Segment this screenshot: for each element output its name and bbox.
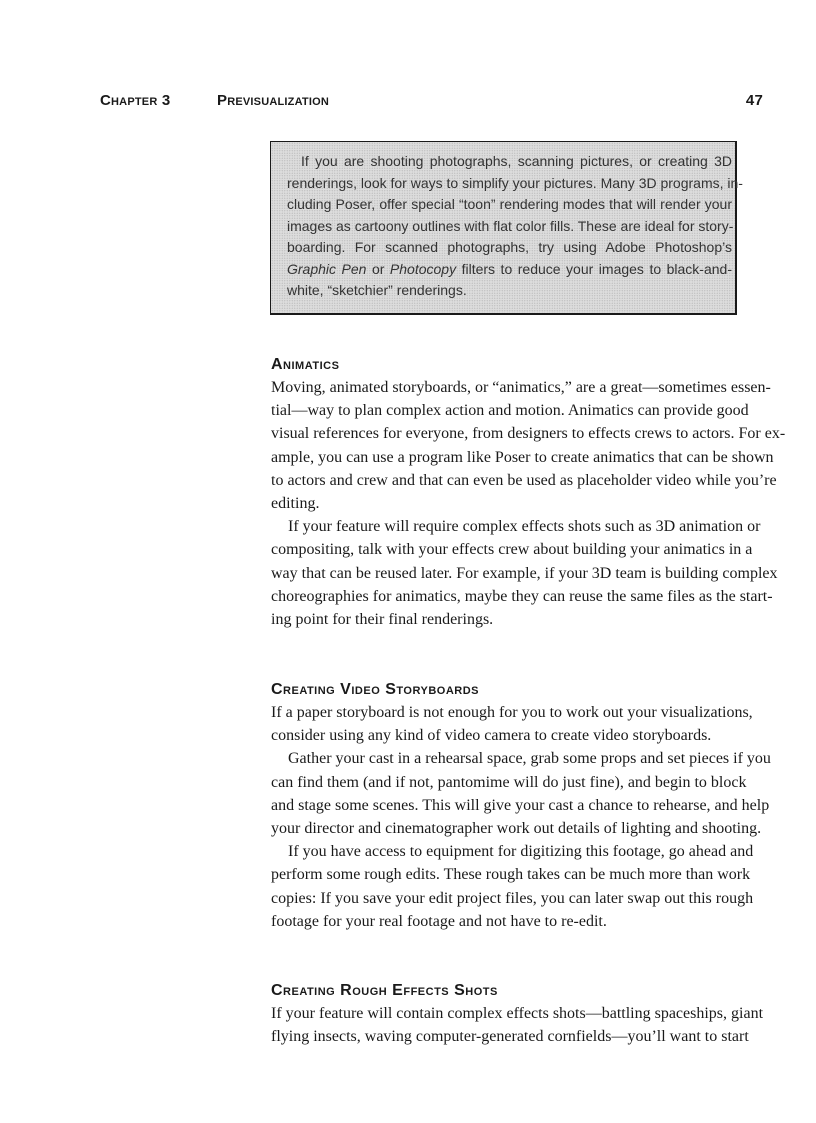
body-line: ample, you can use a program like Poser to create animatics that can be shown [271, 448, 774, 466]
section-body-video-storyboards [271, 701, 771, 933]
body-line: visual references for everyone, from designers to effects crews to actors. For ex- [271, 425, 786, 443]
section-body-animatics [271, 376, 786, 631]
body-line: choreographies for animatics, maybe they can reuse the same files as the start- [271, 587, 773, 605]
body-line: perform some rough edits. These rough takes can be much more than work [271, 866, 751, 884]
body-line: If your feature will require complex effects shots such as 3D animation or [288, 518, 761, 536]
tip-line-italic-terms: Graphic Pen or Photocopy filters to reduce your images to black-and- [287, 260, 732, 277]
body-line: flying insects, waving computer-generated cornfields—you’ll want to start [271, 1028, 749, 1046]
page-number: 47 [745, 92, 763, 109]
body-line: compositing, talk with your effects crew about building your animatics in a [271, 541, 753, 559]
body-line: Moving, animated storyboards, or “animatics,” are a great—sometimes essen- [271, 379, 771, 396]
body-line: editing. [271, 494, 320, 512]
chapter-title: Previsualization [217, 92, 330, 109]
italic-term: Graphic Pen [287, 260, 367, 277]
tip-line: images as cartoony outlines with flat color fills. These are ideal for story- [287, 217, 734, 234]
body-line: and stage some scenes. This will give your cast a chance to rehearse, and help [271, 796, 770, 814]
section-heading-animatics: Animatics [271, 356, 340, 373]
body-line: tial—way to plan complex action and motion. Animatics can provide good [271, 402, 749, 420]
body-line: consider using any kind of video camera to create video storyboards. [271, 727, 712, 745]
tip-line: boarding. For scanned photographs, try using Adobe Photoshop’s [287, 239, 732, 255]
body-line: way that can be reused later. For example, if your 3D team is building complex [271, 564, 778, 582]
body-line: If your feature will contain complex effects shots—battling spaceships, giant [271, 1005, 764, 1022]
body-line: If a paper storyboard is not enough for you to work out your visualizations, [271, 704, 753, 721]
section-body-rough-effects [271, 1002, 764, 1048]
tip-text [287, 151, 743, 302]
body-line: Gather your cast in a rehearsal space, grab some props and set pieces if you [288, 750, 771, 768]
tip-line: If you are shooting photographs, scanning pictures, or creating 3D [301, 153, 732, 169]
section-heading-rough-effects: Creating Rough Effects Shots [271, 982, 498, 999]
body-line: ing point for their final renderings. [271, 610, 494, 628]
body-line: If you have access to equipment for digitizing this footage, go ahead and [288, 843, 754, 861]
body-line: copies: If you save your edit project files, you can later swap out this rough [271, 889, 754, 907]
body-line: can find them (and if not, pantomime will do just fine), and begin to block [271, 773, 747, 791]
body-line: your director and cinematographer work out details of lighting and shooting. [271, 819, 762, 837]
italic-term: Photocopy [389, 260, 457, 277]
tip-line: renderings, look for ways to simplify your pictures. Many 3D programs, in- [287, 174, 743, 191]
section-heading-video-storyboards: Creating Video Storyboards [271, 681, 479, 698]
body-line: footage for your real footage and not have to re-edit. [271, 912, 607, 930]
tip-box [270, 141, 743, 315]
running-head [100, 92, 763, 112]
body-line: to actors and crew and that can even be used as placeholder video while you’re [271, 471, 777, 489]
tip-line: white, “sketchier” renderings. [287, 282, 467, 298]
chapter-label: Chapter 3 [100, 92, 171, 109]
tip-line: cluding Poser, offer special “toon” rendering modes that will render your [287, 196, 732, 212]
